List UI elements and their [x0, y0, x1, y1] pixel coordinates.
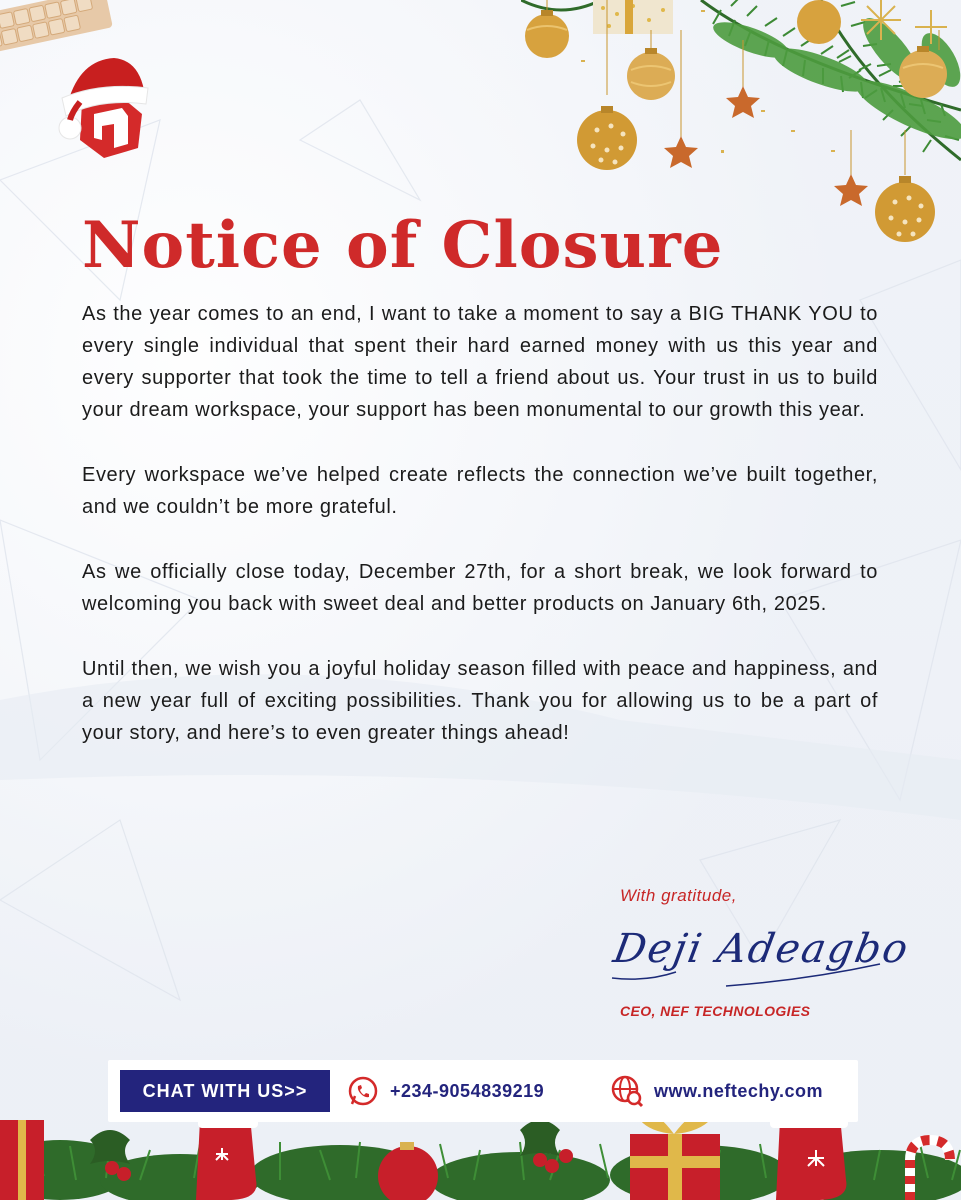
globe-search-icon — [610, 1074, 644, 1108]
website-contact[interactable] — [610, 1074, 823, 1108]
paragraph-2: Every workspace we’ve helped create reflects the connection we’ve built together, and we couldn’t be more grateful. — [82, 464, 878, 518]
phone-contact[interactable] — [346, 1074, 544, 1108]
closing-line: With gratitude, — [620, 886, 737, 905]
page-title: Notice of Closure — [82, 208, 724, 283]
paragraph-1: As the year comes to an end, I want to take a moment to say a BIG THANK YOU to every single individual that spent their hard earned money with us this year and every supporter that took the time to tell a friend about us. Your trust in us to build your dream workspace, your support has been monumental to our growth this year. — [82, 303, 878, 421]
paragraph-3: As we officially close today, December 27th, for a short break, we look forward to welcoming you back with sweet deal and better products on January 6th, 2025. — [82, 561, 878, 615]
whatsapp-icon — [346, 1074, 380, 1108]
phone-number: +234-9054839219 — [390, 1080, 545, 1101]
brand-logo-santa-hat — [40, 40, 160, 170]
paragraph-4: Until then, we wish you a joyful holiday season filled with peace and happiness, and a new year full of exciting possibilities. Thank you for allowing us to be a part of your story, and here’s to even greater things ahead! — [82, 658, 878, 744]
contact-bar — [108, 1060, 858, 1122]
signature: Deji Adeagbo — [609, 926, 914, 972]
website-url: www.neftechy.com — [654, 1080, 824, 1101]
chat-with-us-button[interactable]: CHAT WITH US>> — [120, 1070, 330, 1112]
signer-role: CEO, NEF TECHNOLOGIES — [620, 1003, 811, 1019]
letter-body — [82, 298, 878, 749]
